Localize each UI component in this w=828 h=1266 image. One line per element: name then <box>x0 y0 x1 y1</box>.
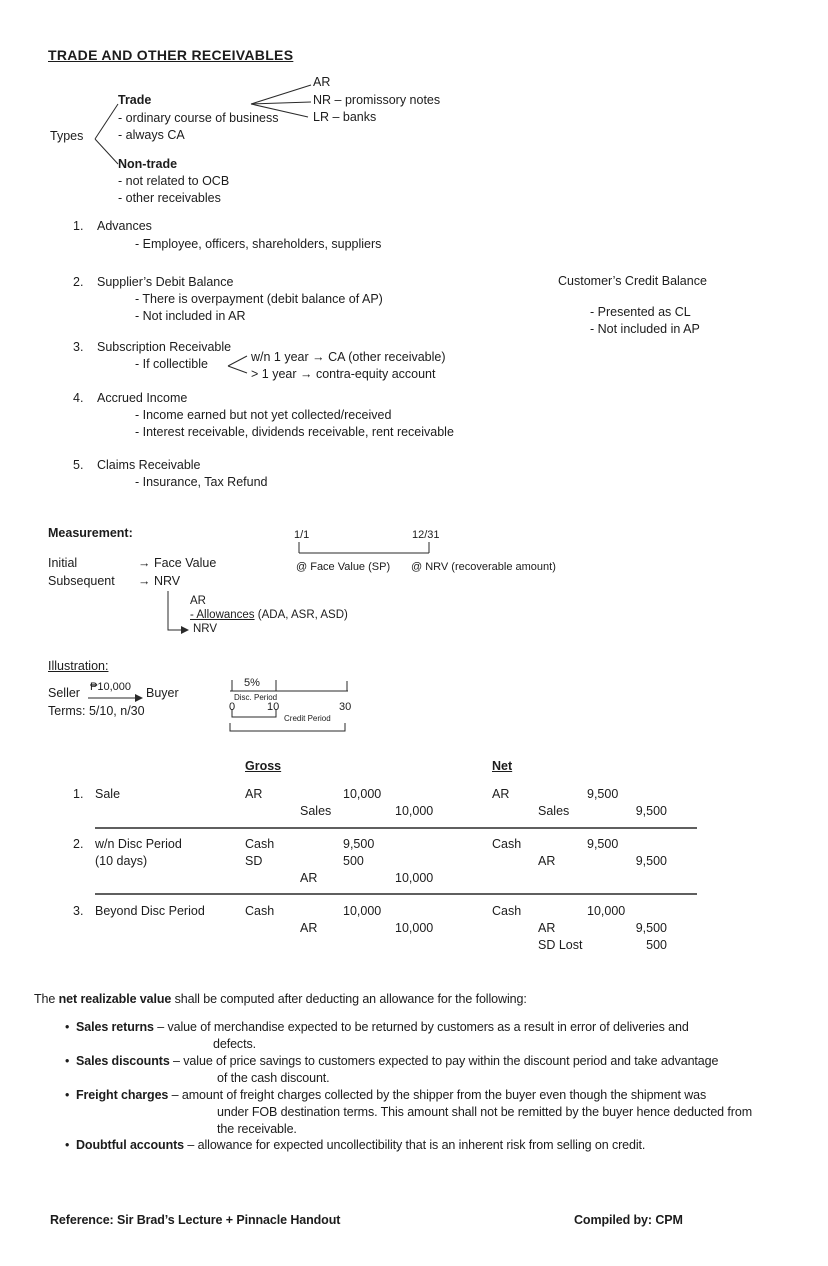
bullet-sales-discounts <box>76 1054 718 1069</box>
footer-reference: Reference: Sir Brad’s Lecture + Pinnacle Handout <box>50 1213 341 1227</box>
entry-debit: 10,000 <box>343 904 382 918</box>
trade-item: - ordinary course of business <box>118 111 279 125</box>
illustration-amount: ₱10,000 <box>90 681 131 693</box>
entry-account: AR <box>300 871 318 885</box>
journal-entry-line <box>245 787 440 804</box>
bullet-term: Sales returns <box>76 1020 154 1034</box>
bullet-text: – value of price savings to customers expected to pay within the discount period and take advantage <box>169 1054 719 1068</box>
nrv-intro-term: net realizable value <box>58 992 172 1006</box>
journal-entry-line <box>245 804 440 821</box>
entry-account: AR <box>492 787 510 801</box>
bullet-continuation: of the cash discount. <box>217 1071 330 1085</box>
measurement-timeline-lines <box>299 542 429 553</box>
journal-entry-line <box>245 854 440 871</box>
journal-entry-line <box>492 904 677 921</box>
list-sub-item: - Insurance, Tax Refund <box>135 475 268 489</box>
journal-row-gross-entries <box>245 787 440 821</box>
bullet-term: Doubtful accounts <box>76 1138 185 1152</box>
entry-credit: 10,000 <box>395 804 434 818</box>
entry-account: SD Lost <box>538 938 583 952</box>
entry-debit: 10,000 <box>587 904 626 918</box>
nrv-intro-prefix: The <box>34 992 59 1006</box>
list-item-title: Supplier’s Debit Balance <box>97 275 234 289</box>
list-item-number: 2. <box>73 275 84 289</box>
measurement-initial-value: → Face Value <box>138 556 217 570</box>
journal-row-number: 1. <box>73 787 84 801</box>
customer-credit-item: - Not included in AP <box>590 322 700 336</box>
bullet-freight-charges <box>76 1088 706 1103</box>
entry-account: Sales <box>300 804 332 818</box>
journal-row-gross-entries <box>245 904 440 938</box>
entry-credit: 9,500 <box>635 854 667 868</box>
entry-credit: 9,500 <box>635 804 667 818</box>
list-sub-item: - Interest receivable, dividends receivable, rent receivable <box>135 425 454 439</box>
nrv-computation-bracket <box>168 591 189 634</box>
journal-entry-line <box>492 938 677 955</box>
entry-debit: 9,500 <box>587 787 619 801</box>
measurement-heading: Measurement: <box>48 526 133 540</box>
list-sub-item: - If collectible <box>135 357 208 371</box>
list-sub-item: - Not included in AR <box>135 309 246 323</box>
trade-title: Trade <box>118 93 152 107</box>
bullet-text: – amount of freight charges collected by the shipper from the buyer even though the shipment was <box>168 1088 707 1102</box>
entry-account: AR <box>245 787 263 801</box>
list-sub-item: - Employee, officers, shareholders, suppliers <box>135 237 382 251</box>
entry-account: SD <box>245 854 263 868</box>
journal-entry-line <box>245 921 440 938</box>
entry-account: AR <box>300 921 318 935</box>
list-item-number: 3. <box>73 340 84 354</box>
journal-entry-line <box>492 854 677 871</box>
bullet-continuation: defects. <box>213 1037 256 1051</box>
bullet-marker: • <box>65 1020 70 1034</box>
bullet-doubtful-accounts <box>76 1138 645 1153</box>
entry-account: AR <box>538 854 556 868</box>
nrv-intro-rest: shall be computed after deducting an allowance for the following: <box>171 992 527 1006</box>
nrv-computation-ar: AR <box>190 595 206 607</box>
entry-credit: 10,000 <box>395 871 434 885</box>
subscription-branch: > 1 year → contra-equity account <box>251 367 436 381</box>
non-trade-item: - other receivables <box>118 191 221 205</box>
illustration-heading: Illustration: <box>48 659 109 673</box>
journal-row-label: Sale <box>95 787 121 801</box>
list-item-number: 5. <box>73 458 84 472</box>
list-item-title: Claims Receivable <box>97 458 201 472</box>
allowances-underlined: - Allowances <box>190 609 255 621</box>
types-bracket-lines <box>95 104 118 164</box>
timeline-end-note: @ NRV (recoverable amount) <box>411 561 556 573</box>
bullet-term: Freight charges <box>76 1088 169 1102</box>
timeline-start-date: 1/1 <box>294 529 310 541</box>
entry-credit: 500 <box>646 938 667 952</box>
trade-kind-lr: LR – banks <box>313 110 377 124</box>
list-item-number: 1. <box>73 219 84 233</box>
journal-entry-line <box>492 837 677 854</box>
page-title: TRADE AND OTHER RECEIVABLES <box>48 47 294 63</box>
journal-entry-line <box>492 787 677 804</box>
list-item-title: Subscription Receivable <box>97 340 232 354</box>
illustration-buyer: Buyer <box>146 686 179 700</box>
timeline-tick-10: 10 <box>267 701 280 713</box>
trade-kind-nr: NR – promissory notes <box>313 93 441 107</box>
subscription-branch-lines <box>228 356 247 373</box>
illustration-terms: Terms: 5/10, n/30 <box>48 704 145 718</box>
timeline-end-date: 12/31 <box>412 529 440 541</box>
types-label: Types <box>50 129 84 143</box>
entry-account: Sales <box>538 804 570 818</box>
journal-gross-header: Gross <box>245 759 282 773</box>
entry-debit: 500 <box>343 854 364 868</box>
bullet-marker: • <box>65 1054 70 1068</box>
entry-account: Cash <box>492 837 522 851</box>
journal-entry-line <box>492 804 677 821</box>
bullet-text: – allowance for expected uncollectibility that is an inherent risk from selling on credit. <box>184 1138 646 1152</box>
list-item-title: Accrued Income <box>97 391 188 405</box>
entry-debit: 9,500 <box>343 837 375 851</box>
measurement-initial-label: Initial <box>48 556 78 570</box>
timeline-tick-0: 0 <box>229 701 236 713</box>
entry-debit: 9,500 <box>587 837 619 851</box>
nrv-computation-nrv: NRV <box>193 623 218 635</box>
timeline-start-note: @ Face Value (SP) <box>296 561 391 573</box>
entry-debit: 10,000 <box>343 787 382 801</box>
seller-buyer-arrow <box>88 694 143 702</box>
bullet-marker: • <box>65 1088 70 1102</box>
entry-account: Cash <box>492 904 522 918</box>
allowances-detail: (ADA, ASR, ASD) <box>254 609 348 621</box>
journal-row-label-2: (10 days) <box>95 854 148 868</box>
non-trade-item: - not related to OCB <box>118 174 230 188</box>
trade-item: - always CA <box>118 128 185 142</box>
journal-net-header: Net <box>492 759 513 773</box>
measurement-subsequent-value: → NRV <box>138 574 181 588</box>
trade-kind-ar: AR <box>313 75 331 89</box>
discount-rate-label: 5% <box>244 677 260 689</box>
non-trade-title: Non-trade <box>118 157 178 171</box>
journal-row-net-entries <box>492 837 677 871</box>
journal-entry-line <box>492 921 677 938</box>
timeline-tick-30: 30 <box>339 701 352 713</box>
journal-entry-line <box>245 871 440 888</box>
bullet-term: Sales discounts <box>76 1054 170 1068</box>
illustration-seller: Seller <box>48 686 80 700</box>
entry-credit: 10,000 <box>395 921 434 935</box>
journal-row-number: 3. <box>73 904 84 918</box>
customer-credit-title: Customer’s Credit Balance <box>558 274 707 288</box>
bullet-continuation: the receivable. <box>217 1122 297 1136</box>
credit-period-label: Credit Period <box>284 714 331 723</box>
customer-credit-item: - Presented as CL <box>590 305 691 319</box>
disc-period-label: Disc. Period <box>234 693 278 702</box>
nrv-computation-allowances <box>190 609 348 622</box>
entry-account: AR <box>538 921 556 935</box>
list-item-number: 4. <box>73 391 84 405</box>
journal-row-label: Beyond Disc Period <box>95 904 205 918</box>
journal-row-label: w/n Disc Period <box>95 837 182 851</box>
journal-row-gross-entries <box>245 837 440 888</box>
journal-row-net-entries <box>492 787 677 821</box>
nrv-intro <box>34 992 527 1007</box>
journal-entry-line <box>245 904 440 921</box>
bullet-sales-returns <box>76 1020 689 1035</box>
entry-credit: 9,500 <box>635 921 667 935</box>
entry-account: Cash <box>245 837 275 851</box>
measurement-subsequent-label: Subsequent <box>48 574 115 588</box>
entry-account: Cash <box>245 904 275 918</box>
journal-entry-line <box>245 837 440 854</box>
bullet-continuation: under FOB destination terms. This amount shall not be remitted by the buyer hence deducted from <box>217 1105 753 1119</box>
footer-compiled-by: Compiled by: CPM <box>574 1213 683 1227</box>
list-item-title: Advances <box>97 219 152 233</box>
list-sub-item: - There is overpayment (debit balance of AP) <box>135 292 383 306</box>
journal-row-net-entries <box>492 904 677 955</box>
subscription-branch: w/n 1 year → CA (other receivable) <box>251 350 446 364</box>
bullet-text: – value of merchandise expected to be returned by customers as a result in error of deliveries and <box>153 1020 689 1034</box>
list-sub-item: - Income earned but not yet collected/received <box>135 408 392 422</box>
journal-row-number: 2. <box>73 837 84 851</box>
bullet-marker: • <box>65 1138 70 1152</box>
